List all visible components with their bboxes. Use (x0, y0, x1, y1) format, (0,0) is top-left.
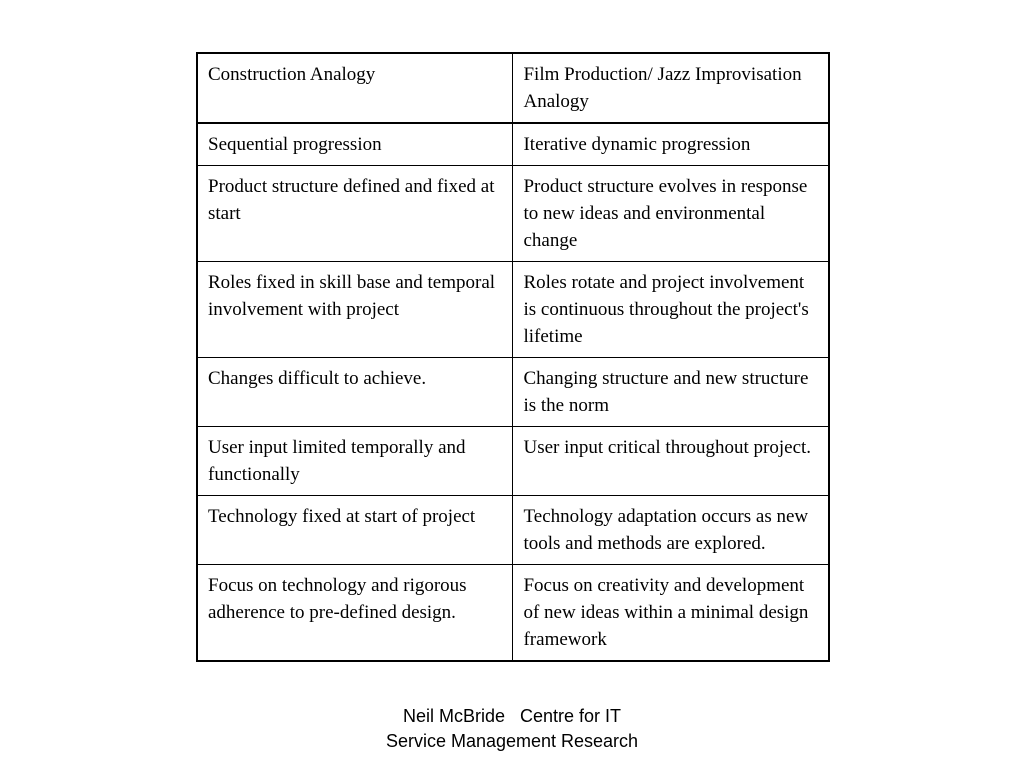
construction-cell: Technology fixed at start of project (197, 496, 513, 565)
footer-author-line: Neil McBride Centre for IT (402, 706, 622, 726)
construction-cell: Product structure defined and fixed at start (197, 166, 513, 262)
table-row (197, 123, 829, 166)
table-header-row (197, 53, 829, 123)
construction-cell: User input limited temporally and functionally (197, 427, 513, 496)
table-row (197, 358, 829, 427)
construction-cell: Focus on technology and rigorous adherence to pre-defined design. (197, 565, 513, 662)
slide-footer (0, 704, 1024, 754)
film-jazz-cell: Technology adaptation occurs as new tools and methods are explored. (513, 496, 829, 565)
table-row (197, 565, 829, 662)
table-row (197, 496, 829, 565)
footer-organization-line: Service Management Research (385, 731, 639, 751)
header-construction-analogy: Construction Analogy (197, 53, 513, 123)
comparison-table (196, 52, 830, 662)
table-row (197, 166, 829, 262)
construction-cell: Changes difficult to achieve. (197, 358, 513, 427)
construction-cell: Sequential progression (197, 123, 513, 166)
film-jazz-cell: Changing structure and new structure is the norm (513, 358, 829, 427)
table-row (197, 427, 829, 496)
table-row (197, 262, 829, 358)
film-jazz-cell: User input critical throughout project. (513, 427, 829, 496)
construction-cell: Roles fixed in skill base and temporal involvement with project (197, 262, 513, 358)
film-jazz-cell: Product structure evolves in response to new ideas and environmental change (513, 166, 829, 262)
header-film-jazz-analogy: Film Production/ Jazz Improvisation Analogy (513, 53, 829, 123)
film-jazz-cell: Iterative dynamic progression (513, 123, 829, 166)
film-jazz-cell: Focus on creativity and development of new ideas within a minimal design framework (513, 565, 829, 662)
film-jazz-cell: Roles rotate and project involvement is continuous throughout the project's lifetime (513, 262, 829, 358)
